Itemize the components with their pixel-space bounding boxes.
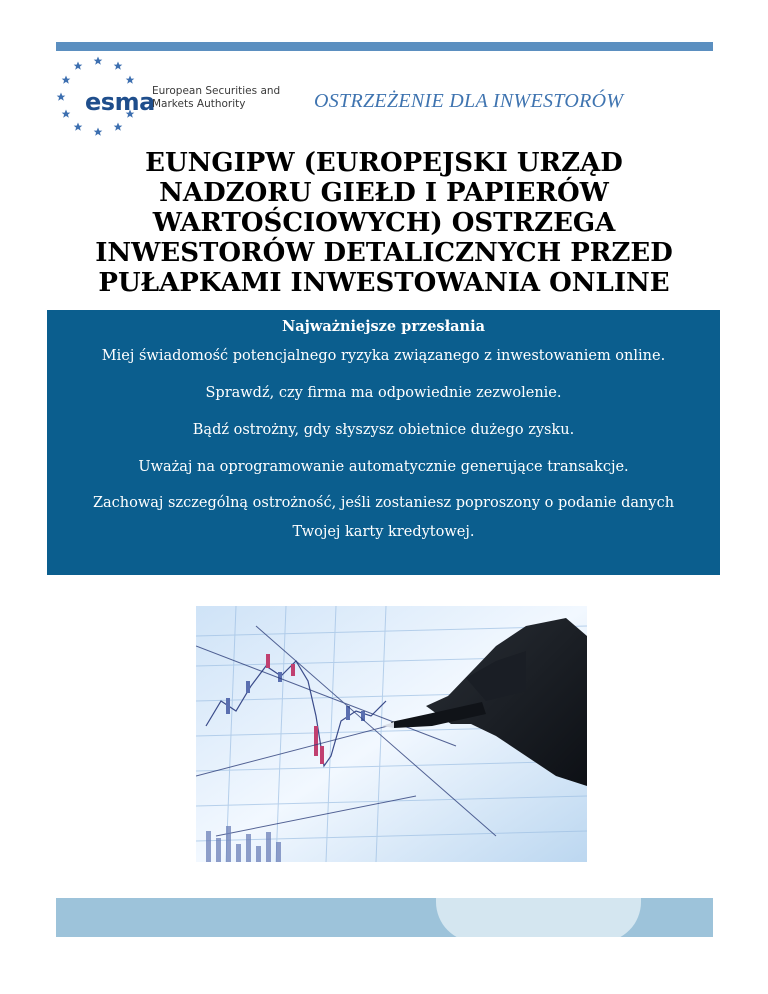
key-message-5: Zachowaj szczególną ostrożność, jeśli zostaniesz poproszony o podanie danych Twojej karty kredytowej. [92,495,675,540]
trading-chart-photo [196,606,587,862]
key-messages-box [47,310,720,575]
footer-notch [436,898,641,937]
chart-photo-illustration [196,606,587,862]
title-line-3: WARTOŚCIOWYCH) OSTRZEGA [152,208,616,238]
investor-warning-label: OSTRZEŻENIE DLA INWESTORÓW [314,90,624,112]
key-message-1: Miej świadomość potencjalnego ryzyka związanego z inwestowaniem online. [101,348,666,364]
authority-line-2: Markets Authority [152,98,246,110]
key-message-4: Uważaj na oprogramowanie automatycznie generujące transakcje. [138,459,629,475]
esma-logo [52,55,282,143]
authority-name [152,85,282,111]
key-messages-heading: Najważniejsze przesłania [281,318,486,335]
footer-bar [56,898,713,937]
title-line-5: PUŁAPKAMI INWESTOWANIA ONLINE [98,268,670,298]
title-line-2: NADZORU GIEŁD I PAPIERÓW [159,178,609,208]
page-title [40,148,728,298]
authority-line-1: European Securities and [152,85,281,97]
esma-wordmark: esma [85,88,155,116]
title-line-1: EUNGIPW (EUROPEJSKI URZĄD [145,148,623,178]
top-accent-bar [56,42,713,51]
key-message-3: Bądź ostrożny, gdy słyszysz obietnice dużego zysku. [192,422,575,438]
key-message-2: Sprawdź, czy firma ma odpowiednie zezwolenie. [205,385,562,401]
title-line-4: INWESTORÓW DETALICZNYCH PRZED [95,238,673,268]
